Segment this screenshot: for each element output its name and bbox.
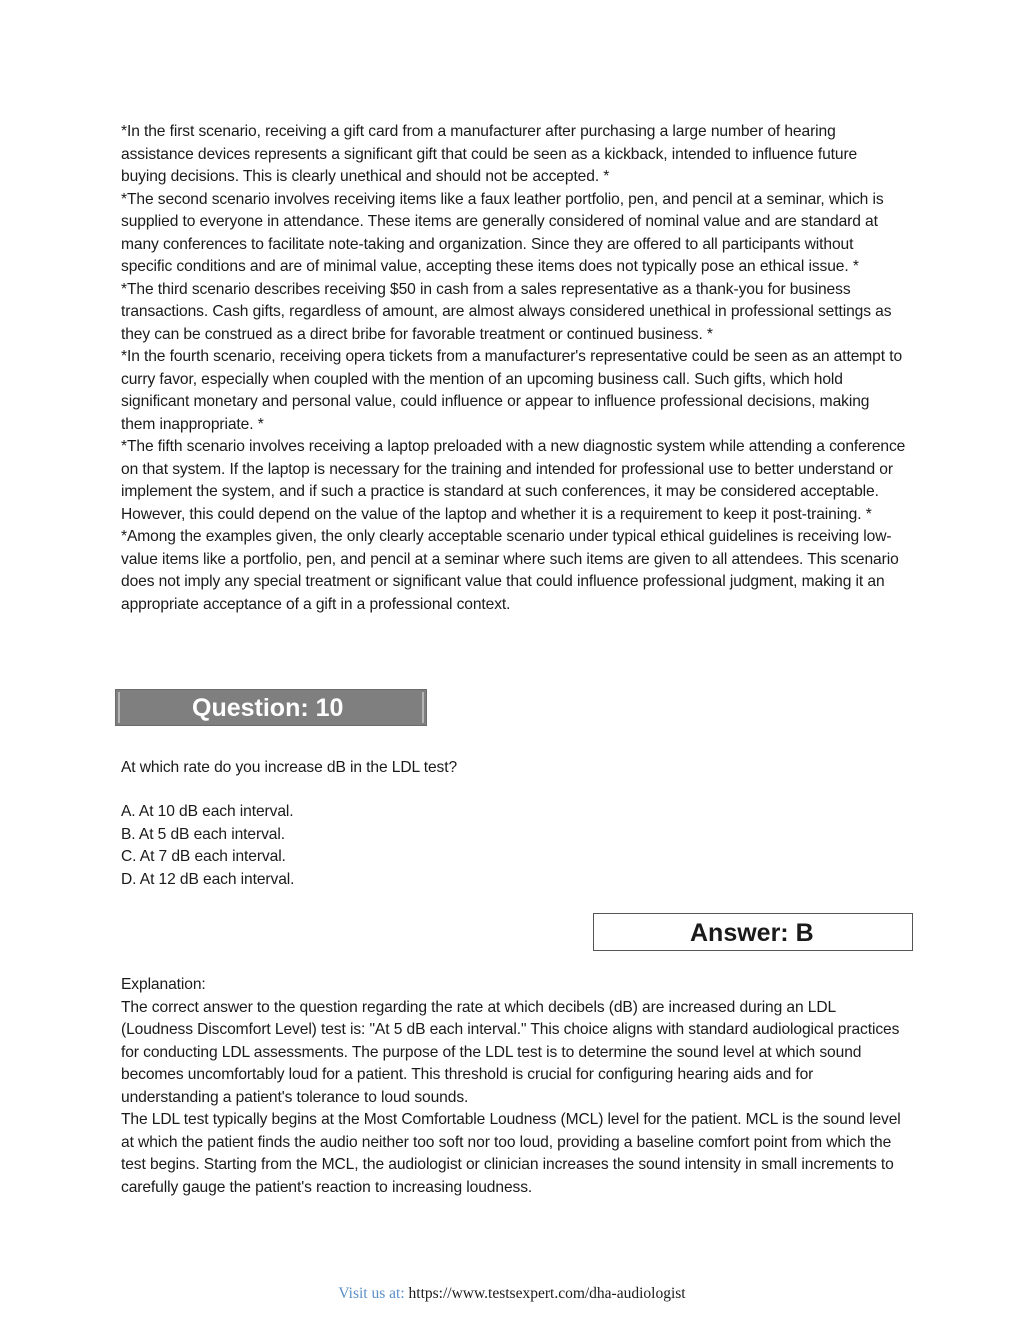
question-text: At which rate do you increase dB in the LDL test? (121, 759, 458, 776)
question-header (115, 689, 427, 726)
option-a: A. At 10 dB each interval. (121, 803, 294, 820)
scenario-paragraph: *The third scenario describes receiving $50 in cash from a sales representative as a thank-you for business transactions. Cash gifts, regardless of amount, are almost always considered unethical in professional settings as they can be construed as a direct bribe for favorable treatment or continued business. * (121, 280, 892, 343)
answer-options (121, 801, 906, 891)
footer-url-link[interactable]: https://www.testsexpert.com/dha-audiologist (408, 1285, 686, 1302)
scenario-paragraph: *In the first scenario, receiving a gift card from a manufacturer after purchasing a large number of hearing assistance devices represents a significant gift that could be seen as a kickback, intended to influence future buying decisions. This is clearly unethical and should not be accepted. * (121, 123, 858, 185)
question-text-block (121, 757, 906, 780)
scenario-explanations (121, 121, 906, 616)
option-b: B. At 5 dB each interval. (121, 825, 285, 843)
scenario-paragraph: *In the fourth scenario, receiving opera tickets from a manufacturer's representative could be seen as an attempt to curry favor, especially when coupled with the mention of an upcoming business call. Such gifts, which hold significant monetary and personal value, could influence or appear to influence professional decisions, making them inappropriate. * (121, 348, 903, 433)
answer-box (593, 913, 913, 951)
answer-label: Answer: B (690, 919, 814, 947)
explanation-block (121, 974, 906, 1199)
question-title: Question: 10 (192, 694, 344, 722)
scenario-paragraph: *The second scenario involves receiving items like a faux leather portfolio, pen, and pencil at a seminar, which is supplied to everyone in attendance. These items are generally considered of nominal value and are standard at many conferences to facilitate note-taking and organization. Since they are offered to all participants without specific conditions and are of minimal value, accepting these items does not typically pose an ethical issue. * (121, 190, 884, 275)
explanation-paragraph: The LDL test typically begins at the Most Comfortable Loudness (MCL) level for the patient. MCL is the sound level at which the patient finds the audio neither too soft nor too loud, providing a baseline comfort point from which the test begins. Starting from the MCL, the audiologist or clinician increases the sound intensity in small increments to carefully gauge the patient's reaction to increasing loudness. (121, 1111, 901, 1196)
scenario-paragraph: *The fifth scenario involves receiving a laptop preloaded with a new diagnostic system while attending a conference on that system. If the laptop is necessary for the training and intended for professional use to better understand or implement the system, and if such a practice is standard at such conferences, it may be considered acceptable. However, this could depend on the value of the laptop and whether it is a requirement to keep it post-training. * (121, 438, 906, 523)
explanation-heading: Explanation: (121, 976, 206, 993)
option-d: D. At 12 dB each interval. (121, 870, 295, 888)
footer-label: Visit us at: (338, 1285, 405, 1302)
scenario-paragraph: *Among the examples given, the only clearly acceptable scenario under typical ethical guidelines is receiving low-value items like a portfolio, pen, and pencil at a seminar where such items are given to all attendees. This scenario does not imply any special treatment or significant value that could influence professional judgment, making it an appropriate acceptance of a gift in a professional context. (121, 528, 899, 613)
option-c: C. At 7 dB each interval. (121, 848, 286, 865)
explanation-paragraph: The correct answer to the question regarding the rate at which decibels (dB) are increased during an LDL (Loudness Discomfort Level) test is: "At 5 dB each interval." This choice aligns with standard audiological practices for conducting LDL assessments. The purpose of the LDL test is to determine the sound level at which sound becomes uncomfortably loud for a patient. This threshold is crucial for configuring hearing aids and for understanding a patient's tolerance to loud sounds. (121, 998, 900, 1106)
footer (0, 1284, 1024, 1304)
